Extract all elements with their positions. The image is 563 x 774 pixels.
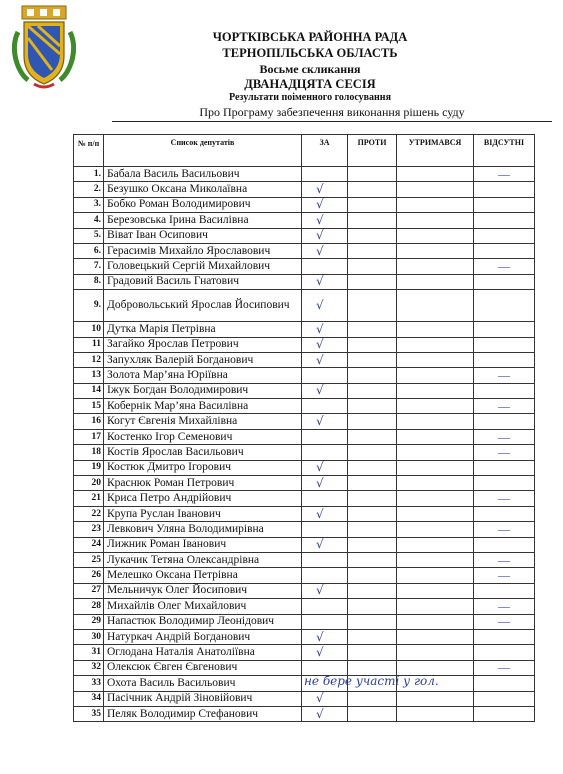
column-number: № п/п [74, 135, 104, 167]
council-title: ЧОРТКІВСЬКА РАЙОННА РАДА [212, 30, 408, 44]
absent-cell [474, 537, 535, 552]
vote-against-cell [348, 259, 397, 274]
deputy-name: Добровольський Ярослав Йосипович [104, 290, 302, 322]
row-number: 29 [74, 614, 104, 629]
table-row [74, 583, 535, 598]
vote-for-cell [302, 491, 348, 506]
absent-cell [474, 243, 535, 258]
row-number: 2. [74, 182, 104, 197]
row-number: 3. [74, 197, 104, 212]
vote-abstain-cell [397, 274, 474, 289]
vote-against-cell [348, 568, 397, 583]
deputy-name: Кобернік Мар’яна Василівна [104, 399, 302, 414]
row-number: 33 [74, 676, 104, 691]
absent-cell [474, 706, 535, 721]
deputy-name: Безушко Оксана Миколаївна [104, 182, 302, 197]
vote-abstain-cell [397, 337, 474, 352]
deputy-name: Олексюк Євген Євгенович [104, 660, 302, 675]
vote-against-cell [348, 614, 397, 629]
region-title: ТЕРНОПІЛЬСЬКА ОБЛАСТЬ [222, 46, 398, 60]
vote-abstain-cell [397, 599, 474, 614]
deputy-name: Оглодана Наталія Анатоліївна [104, 645, 302, 660]
vote-abstain-cell [397, 213, 474, 228]
vote-for-cell: √ [302, 476, 348, 491]
deputy-name: Бобко Роман Володимирович [104, 197, 302, 212]
column-for: ЗА [302, 135, 348, 167]
table-row [74, 337, 535, 352]
results-title: Результати поіменного голосування [229, 92, 391, 103]
row-number: 9. [74, 290, 104, 322]
row-number: 30 [74, 629, 104, 644]
vote-abstain-cell [397, 506, 474, 521]
vote-against-cell [348, 213, 397, 228]
absent-cell [474, 197, 535, 212]
table-row [74, 706, 535, 721]
table-row [74, 691, 535, 706]
table-row [74, 645, 535, 660]
table-row [74, 537, 535, 552]
absent-cell: — [474, 167, 535, 182]
vote-for-cell: √ [302, 197, 348, 212]
vote-against-cell [348, 182, 397, 197]
vote-against-cell [348, 368, 397, 383]
vote-abstain-cell [397, 445, 474, 460]
absent-cell: — [474, 599, 535, 614]
vote-for-cell: √ [302, 274, 348, 289]
table-row [74, 414, 535, 429]
table-row [74, 629, 535, 644]
vote-against-cell [348, 429, 397, 444]
vote-against-cell [348, 290, 397, 322]
vote-abstain-cell [397, 645, 474, 660]
table-row [74, 274, 535, 289]
row-number: 32 [74, 660, 104, 675]
table-row [74, 552, 535, 567]
vote-against-cell [348, 691, 397, 706]
row-number: 31 [74, 645, 104, 660]
deputy-name: Левкович Уляна Володимирівна [104, 522, 302, 537]
row-number: 4. [74, 213, 104, 228]
deputy-name: Костенко Ігор Семенович [104, 429, 302, 444]
vote-abstain-cell [397, 197, 474, 212]
vote-abstain-cell [397, 228, 474, 243]
deputy-name: Напастюк Володимир Леонідович [104, 614, 302, 629]
table-row [74, 599, 535, 614]
deputy-name: Березовська Ірина Василівна [104, 213, 302, 228]
vote-against-cell [348, 645, 397, 660]
vote-against-cell [348, 383, 397, 398]
row-number: 10 [74, 322, 104, 337]
vote-abstain-cell [397, 568, 474, 583]
row-number: 16 [74, 414, 104, 429]
vote-against-cell [348, 537, 397, 552]
vote-for-cell [302, 399, 348, 414]
vote-against-cell [348, 460, 397, 475]
absent-cell: — [474, 522, 535, 537]
absent-cell [474, 290, 535, 322]
deputy-name: Бабала Василь Васильович [104, 167, 302, 182]
vote-against-cell [348, 352, 397, 367]
table-row [74, 322, 535, 337]
table-row [74, 491, 535, 506]
convocation-title: Восьме скликання [259, 62, 361, 76]
vote-against-cell [348, 476, 397, 491]
deputy-name: Криса Петро Андрійович [104, 491, 302, 506]
vote-against-cell [348, 322, 397, 337]
vote-for-cell: √ [302, 645, 348, 660]
vote-for-cell [302, 599, 348, 614]
vote-abstain-cell [397, 182, 474, 197]
vote-for-cell: √ [302, 352, 348, 367]
vote-abstain-cell [397, 368, 474, 383]
vote-for-cell [302, 445, 348, 460]
deputy-name: Герасимів Михайло Ярославович [104, 243, 302, 258]
absent-cell [474, 645, 535, 660]
table-row [74, 460, 535, 475]
absent-cell [474, 476, 535, 491]
vote-for-cell: √ [302, 583, 348, 598]
vote-for-cell: √ [302, 182, 348, 197]
absent-cell [474, 506, 535, 521]
absent-cell [474, 213, 535, 228]
vote-abstain-cell [397, 583, 474, 598]
vote-for-cell: √ [302, 629, 348, 644]
vote-abstain-cell [397, 399, 474, 414]
row-number: 34 [74, 691, 104, 706]
row-number: 14 [74, 383, 104, 398]
absent-cell: — [474, 552, 535, 567]
vote-abstain-cell [397, 491, 474, 506]
absent-cell [474, 322, 535, 337]
table-row [74, 213, 535, 228]
absent-cell [474, 691, 535, 706]
table-row [74, 383, 535, 398]
vote-abstain-cell [397, 352, 474, 367]
vote-abstain-cell [397, 537, 474, 552]
row-number: 6. [74, 243, 104, 258]
absent-cell [474, 629, 535, 644]
table-header [74, 135, 535, 167]
absent-cell: — [474, 614, 535, 629]
vote-against-cell [348, 197, 397, 212]
table-row [74, 522, 535, 537]
handwritten-note: не бере участі у гол. [304, 674, 439, 689]
vote-against-cell [348, 274, 397, 289]
table-row [74, 167, 535, 182]
row-number: 22 [74, 506, 104, 521]
vote-abstain-cell [397, 691, 474, 706]
row-number: 35 [74, 706, 104, 721]
vote-against-cell [348, 506, 397, 521]
table-row [74, 243, 535, 258]
vote-for-cell: √ [302, 537, 348, 552]
row-number: 25 [74, 552, 104, 567]
deputy-name: Костів Ярослав Васильович [104, 445, 302, 460]
deputy-name: Крупа Руслан Іванович [104, 506, 302, 521]
row-number: 18 [74, 445, 104, 460]
deputy-name: Дутка Марія Петрівна [104, 322, 302, 337]
column-absent: ВІДСУТНІ [474, 135, 535, 167]
coat-of-arms-icon [8, 4, 80, 92]
session-title: ДВАНАДЦЯТА СЕСІЯ [244, 77, 376, 91]
vote-abstain-cell [397, 414, 474, 429]
vote-for-cell: √ [302, 213, 348, 228]
vote-for-cell: √ [302, 337, 348, 352]
vote-against-cell [348, 243, 397, 258]
vote-for-cell [302, 614, 348, 629]
table-row [74, 228, 535, 243]
vote-for-cell: √ [302, 506, 348, 521]
row-number: 5. [74, 228, 104, 243]
deputy-name: Запухляк Валерій Богданович [104, 352, 302, 367]
absent-cell: — [474, 445, 535, 460]
row-number: 19 [74, 460, 104, 475]
absent-cell [474, 274, 535, 289]
absent-cell: — [474, 399, 535, 414]
column-against: ПРОТИ [348, 135, 397, 167]
table-row [74, 476, 535, 491]
table-row [74, 290, 535, 322]
vote-for-cell: √ [302, 243, 348, 258]
absent-cell: — [474, 568, 535, 583]
vote-for-cell: √ [302, 414, 348, 429]
vote-for-cell: √ [302, 706, 348, 721]
row-number: 12 [74, 352, 104, 367]
vote-for-cell: √ [302, 383, 348, 398]
vote-abstain-cell [397, 476, 474, 491]
row-number: 11 [74, 337, 104, 352]
table-row [74, 182, 535, 197]
vote-against-cell [348, 399, 397, 414]
vote-for-cell [302, 259, 348, 274]
deputy-name: Пасічник Андрій Зіновійович [104, 691, 302, 706]
vote-against-cell [348, 599, 397, 614]
row-number: 20 [74, 476, 104, 491]
deputy-name: Охота Василь Васильович [104, 676, 302, 691]
column-abstain: УТРИМАВСЯ [397, 135, 474, 167]
deputy-name: Лукачик Тетяна Олександрівна [104, 552, 302, 567]
vote-topic: Про Програму забезпечення виконання рішень суду [112, 105, 552, 122]
table-row [74, 259, 535, 274]
vote-abstain-cell [397, 460, 474, 475]
table-row [74, 399, 535, 414]
vote-against-cell [348, 706, 397, 721]
table-row [74, 197, 535, 212]
vote-for-cell: √ [302, 460, 348, 475]
vote-abstain-cell [397, 614, 474, 629]
vote-for-cell [302, 429, 348, 444]
absent-cell [474, 676, 535, 691]
deputy-name: Михайлів Олег Михайлович [104, 599, 302, 614]
absent-cell [474, 383, 535, 398]
deputy-name: Натуркач Андрій Богданович [104, 629, 302, 644]
vote-against-cell [348, 491, 397, 506]
absent-cell [474, 182, 535, 197]
deputy-name: Пеляк Володимир Стефанович [104, 706, 302, 721]
vote-against-cell [348, 445, 397, 460]
vote-table [73, 134, 535, 722]
row-number: 17 [74, 429, 104, 444]
vote-abstain-cell [397, 322, 474, 337]
absent-cell: — [474, 491, 535, 506]
row-number: 28 [74, 599, 104, 614]
absent-cell: — [474, 259, 535, 274]
vote-against-cell [348, 522, 397, 537]
vote-for-cell: √ [302, 322, 348, 337]
deputy-name: Загайко Ярослав Петрович [104, 337, 302, 352]
vote-abstain-cell [397, 259, 474, 274]
vote-abstain-cell [397, 429, 474, 444]
vote-against-cell [348, 583, 397, 598]
table-row [74, 506, 535, 521]
row-number: 24 [74, 537, 104, 552]
table-row [74, 368, 535, 383]
row-number: 21 [74, 491, 104, 506]
vote-abstain-cell [397, 243, 474, 258]
vote-for-cell [302, 368, 348, 383]
vote-for-cell [302, 522, 348, 537]
absent-cell [474, 352, 535, 367]
vote-against-cell [348, 414, 397, 429]
vote-against-cell [348, 337, 397, 352]
row-number: 13 [74, 368, 104, 383]
vote-abstain-cell [397, 167, 474, 182]
row-number: 7. [74, 259, 104, 274]
deputy-name: Когут Євгенія Михайлівна [104, 414, 302, 429]
table-row [74, 568, 535, 583]
vote-against-cell [348, 167, 397, 182]
deputy-name: Лижник Роман Іванович [104, 537, 302, 552]
vote-abstain-cell [397, 706, 474, 721]
row-number: 26 [74, 568, 104, 583]
row-number: 8. [74, 274, 104, 289]
vote-against-cell [348, 629, 397, 644]
absent-cell [474, 414, 535, 429]
column-name: Список депутатів [104, 135, 302, 167]
deputy-name: Краснюк Роман Петрович [104, 476, 302, 491]
absent-cell [474, 460, 535, 475]
absent-cell: — [474, 368, 535, 383]
vote-for-cell [302, 167, 348, 182]
absent-cell [474, 228, 535, 243]
absent-cell [474, 337, 535, 352]
vote-for-cell [302, 674, 439, 691]
vote-against-cell [348, 228, 397, 243]
row-number: 1. [74, 167, 104, 182]
vote-for-cell [302, 552, 348, 567]
deputy-name: Іжук Богдан Володимирович [104, 383, 302, 398]
vote-against-cell [348, 552, 397, 567]
table-row [74, 429, 535, 444]
deputy-name: Мелешко Оксана Петрівна [104, 568, 302, 583]
row-number: 23 [74, 522, 104, 537]
row-number: 15 [74, 399, 104, 414]
vote-abstain-cell [397, 383, 474, 398]
deputy-name: Віват Іван Осипович [104, 228, 302, 243]
vote-for-cell: √ [302, 290, 348, 322]
table-row [74, 676, 535, 691]
absent-cell [474, 583, 535, 598]
vote-abstain-cell [397, 629, 474, 644]
vote-for-cell: √ [302, 691, 348, 706]
vote-abstain-cell [397, 552, 474, 567]
vote-for-cell [302, 568, 348, 583]
absent-cell: — [474, 660, 535, 675]
deputy-name: Градовий Василь Гнатович [104, 274, 302, 289]
vote-for-cell: √ [302, 228, 348, 243]
table-row [74, 352, 535, 367]
vote-abstain-cell [397, 290, 474, 322]
row-number: 27 [74, 583, 104, 598]
vote-abstain-cell [397, 522, 474, 537]
table-row [74, 445, 535, 460]
deputy-name: Мельничук Олег Йосипович [104, 583, 302, 598]
absent-cell: — [474, 429, 535, 444]
deputy-name: Костюк Дмитро Ігорович [104, 460, 302, 475]
deputy-name: Головецький Сергій Михайлович [104, 259, 302, 274]
deputy-name: Золота Мар’яна Юріївна [104, 368, 302, 383]
table-row [74, 614, 535, 629]
